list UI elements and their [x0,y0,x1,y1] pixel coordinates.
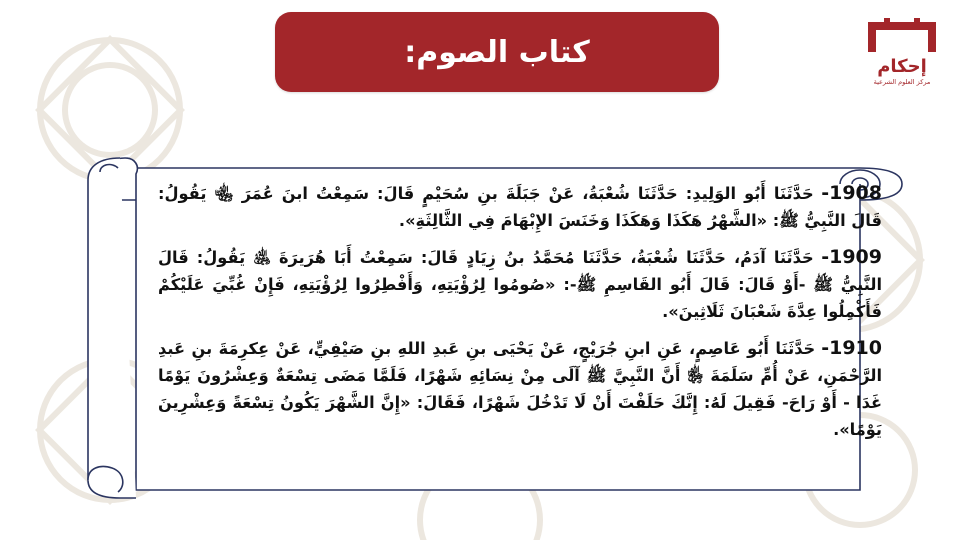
hadith-item [158,180,882,234]
logo-subtitle: مركز العلوم الشرعية [873,78,931,86]
hadith-number: 1909- [821,246,882,268]
hadith-item [158,335,882,443]
title-banner [275,12,719,92]
brand-logo [862,16,942,90]
hadith-item [158,244,882,325]
hadith-text: حَدَّثَنَا أَبُو الوَلِيدِ: حَدَّثَنَا شُعْبَةُ، عَنْ جَبَلَةَ بنِ سُحَيْمٍ قَالَ: سَمِعْتُ ابنَ عُمَرَ ﵄ يَقُولُ: قَالَ النَّبِيُّ ﷺ: «الشَّهْرُ هَكَذَا وَهَكَذَا وَخَنَسَ الإِبْهَامَ فِي الثَّالِثَةِ». [158,184,882,230]
hadith-number: 1908- [821,182,882,204]
hadith-text: حَدَّثَنَا أَبُو عَاصِمٍ، عَنِ ابنِ جُرَيْجٍ، عَنْ يَحْيَى بنِ عَبدِ اللهِ بنِ صَيْفِيٍّ، عَنْ عِكرِمَةَ بنِ عَبدِ الرَّحْمَنِ، عَنْ أُمِّ سَلَمَةَ ﵂ أَنَّ النَّبِيَّ ﷺ آلَى مِنْ نِسَائِهِ شَهْرًا، فَلَمَّا مَضَى تِسْعَةٌ وَعِشْرُونَ يَوْمًا غَدَا - أَوْ رَاحَ- فَقِيلَ لَهُ: إِنَّكَ حَلَفْتَ أَنْ لَا تَدْخُلَ شَهْرًا، فَقَالَ: «إِنَّ الشَّهْرَ يَكُونُ تِسْعَةً وَعِشْرِينَ يَوْمًا». [158,339,882,439]
logo-mark-icon [862,16,942,56]
hadith-number: 1910- [821,337,882,359]
hadith-list [158,180,882,470]
hadith-text: حَدَّثَنَا آدَمُ، حَدَّثَنَا شُعْبَةُ، حَدَّثَنَا مُحَمَّدُ بنُ زِيَادٍ قَالَ: سَمِعْتُ أَبَا هُرَيرَةَ ﵁ يَقُولُ: قَالَ النَّبِيُّ ﷺ -أَوْ قَالَ: قَالَ أَبُو القَاسِمِ ﷺ-: «صُومُوا لِرُؤْيَتِهِ، وَأَفْطِرُوا لِرُؤْيَتِهِ، فَإِنْ غُبِّيَ عَلَيْكُمْ فَأَكْمِلُوا عِدَّةَ شَعْبَانَ ثَلَاثِينَ». [158,248,882,321]
logo-name: إحكام [877,56,927,77]
page-title: كتاب الصوم: [404,34,590,70]
